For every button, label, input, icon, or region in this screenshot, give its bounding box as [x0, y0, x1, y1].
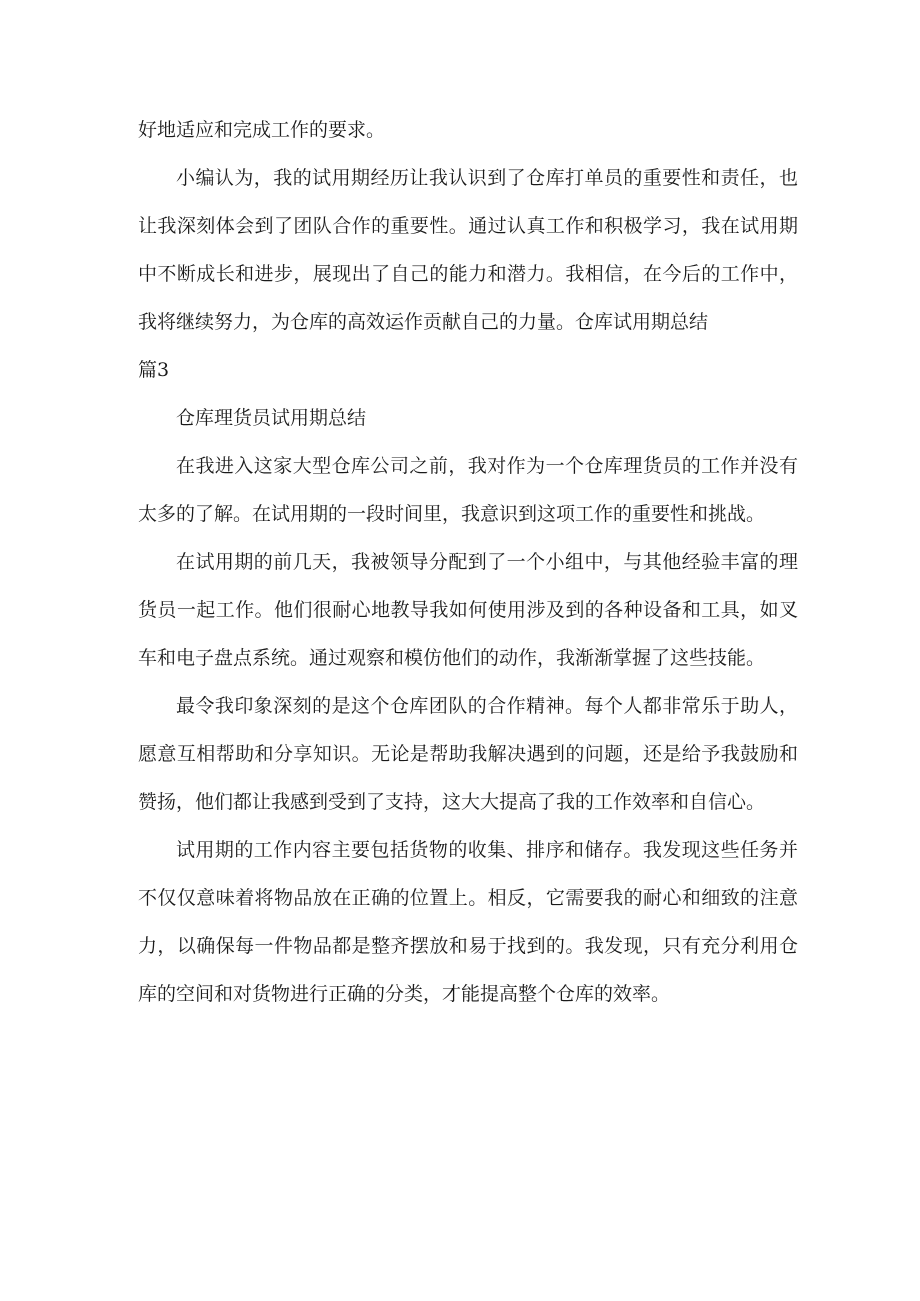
document-body: [138, 106, 798, 1018]
paragraph-intro: 在我进入这家大型仓库公司之前，我对作为一个仓库理货员的工作并没有太多的了解。在试用期的一段时间里，我意识到这项工作的重要性和挑战。: [138, 455, 798, 525]
paragraph-continuation: 好地适应和完成工作的要求。: [138, 119, 386, 141]
paragraph-duties: 试用期的工作内容主要包括货物的收集、排序和储存。我发现这些任务并不仅仅意味着将物品放在正确的位置上。相反，它需要我的耐心和细致的注意力，以确保每一件物品都是整齐摆放和易于找到的。我发现，只有充分利用仓库的空间和对货物进行正确的分类，才能提高整个仓库的效率。: [138, 839, 798, 1005]
paragraph-teamwork: 最令我印象深刻的是这个仓库团队的合作精神。每个人都非常乐于助人，愿意互相帮助和分享知识。无论是帮助我解决遇到的问题，还是给予我鼓励和赞扬，他们都让我感到受到了支持，这大大提高了我的工作效率和自信心。: [138, 695, 798, 813]
paragraph-conclusion: 小编认为，我的试用期经历让我认识到了仓库打单员的重要性和责任，也让我深刻体会到了团队合作的重要性。通过认真工作和积极学习，我在试用期中不断成长和进步，展现出了自己的能力和潜力。我相信，在今后的工作中，我将继续努力，为仓库的高效运作贡献自己的力量。仓库试用期总结: [138, 167, 798, 333]
section-number: 篇3: [138, 359, 170, 381]
paragraph-first-days: 在试用期的前几天，我被领导分配到了一个小组中，与其他经验丰富的理货员一起工作。他们很耐心地教导我如何使用涉及到的各种设备和工具，如叉车和电子盘点系统。通过观察和模仿他们的动作，我渐渐掌握了这些技能。: [138, 551, 798, 669]
section-title: 仓库理货员试用期总结: [176, 407, 367, 429]
